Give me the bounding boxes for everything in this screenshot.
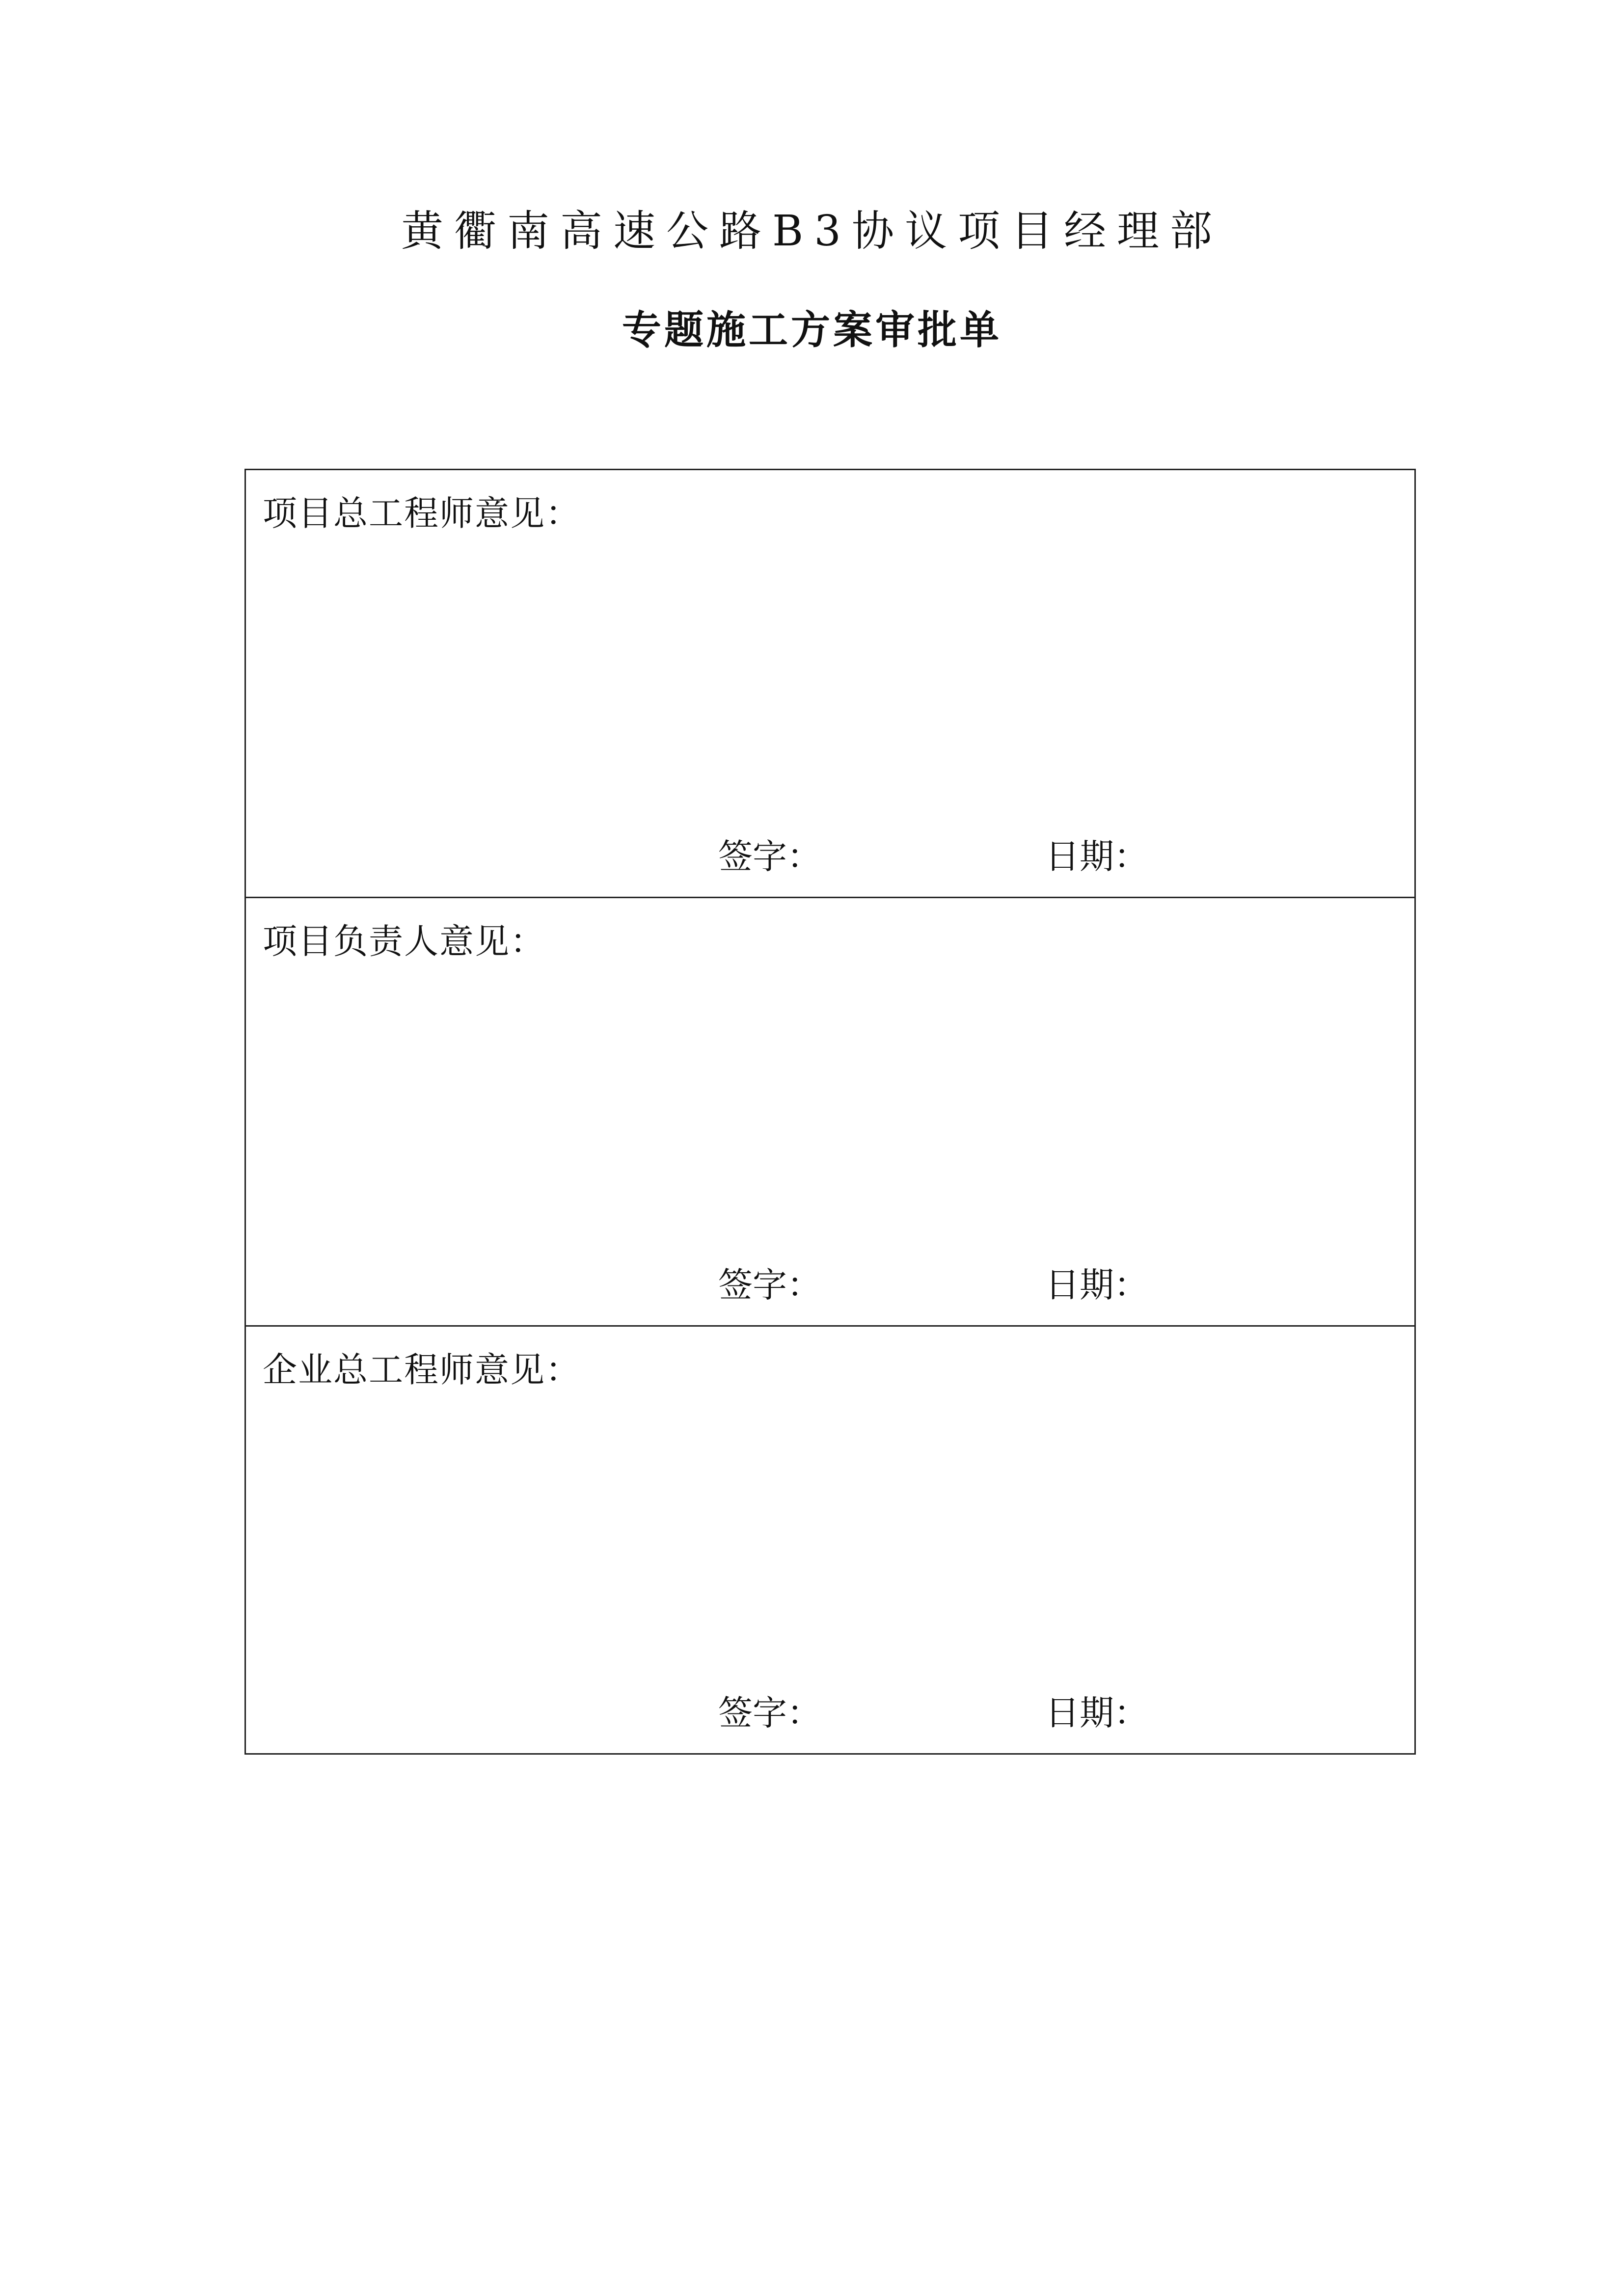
- project-manager-opinion-section: [246, 898, 1414, 1326]
- section-heading: 企业总工程师意见：: [263, 1349, 581, 1390]
- enterprise-chief-engineer-opinion-section: [246, 1327, 1414, 1753]
- signature-label: 签字：: [718, 1264, 821, 1305]
- date-label: 日期：: [1045, 1692, 1148, 1733]
- section-heading: 项目负责人意见：: [263, 921, 545, 962]
- approval-table: [244, 469, 1416, 1755]
- chief-engineer-opinion-section: [246, 470, 1414, 898]
- signature-label: 签字：: [718, 836, 821, 877]
- signature-label: 签字：: [718, 1692, 821, 1733]
- date-label: 日期：: [1045, 1264, 1148, 1305]
- organization-title: 黄衢南高速公路B3协议项目经理部: [401, 207, 1223, 256]
- section-heading: 项目总工程师意见：: [263, 493, 581, 534]
- form-title: 专题施工方案审批单: [622, 307, 1002, 353]
- date-label: 日期：: [1045, 836, 1148, 877]
